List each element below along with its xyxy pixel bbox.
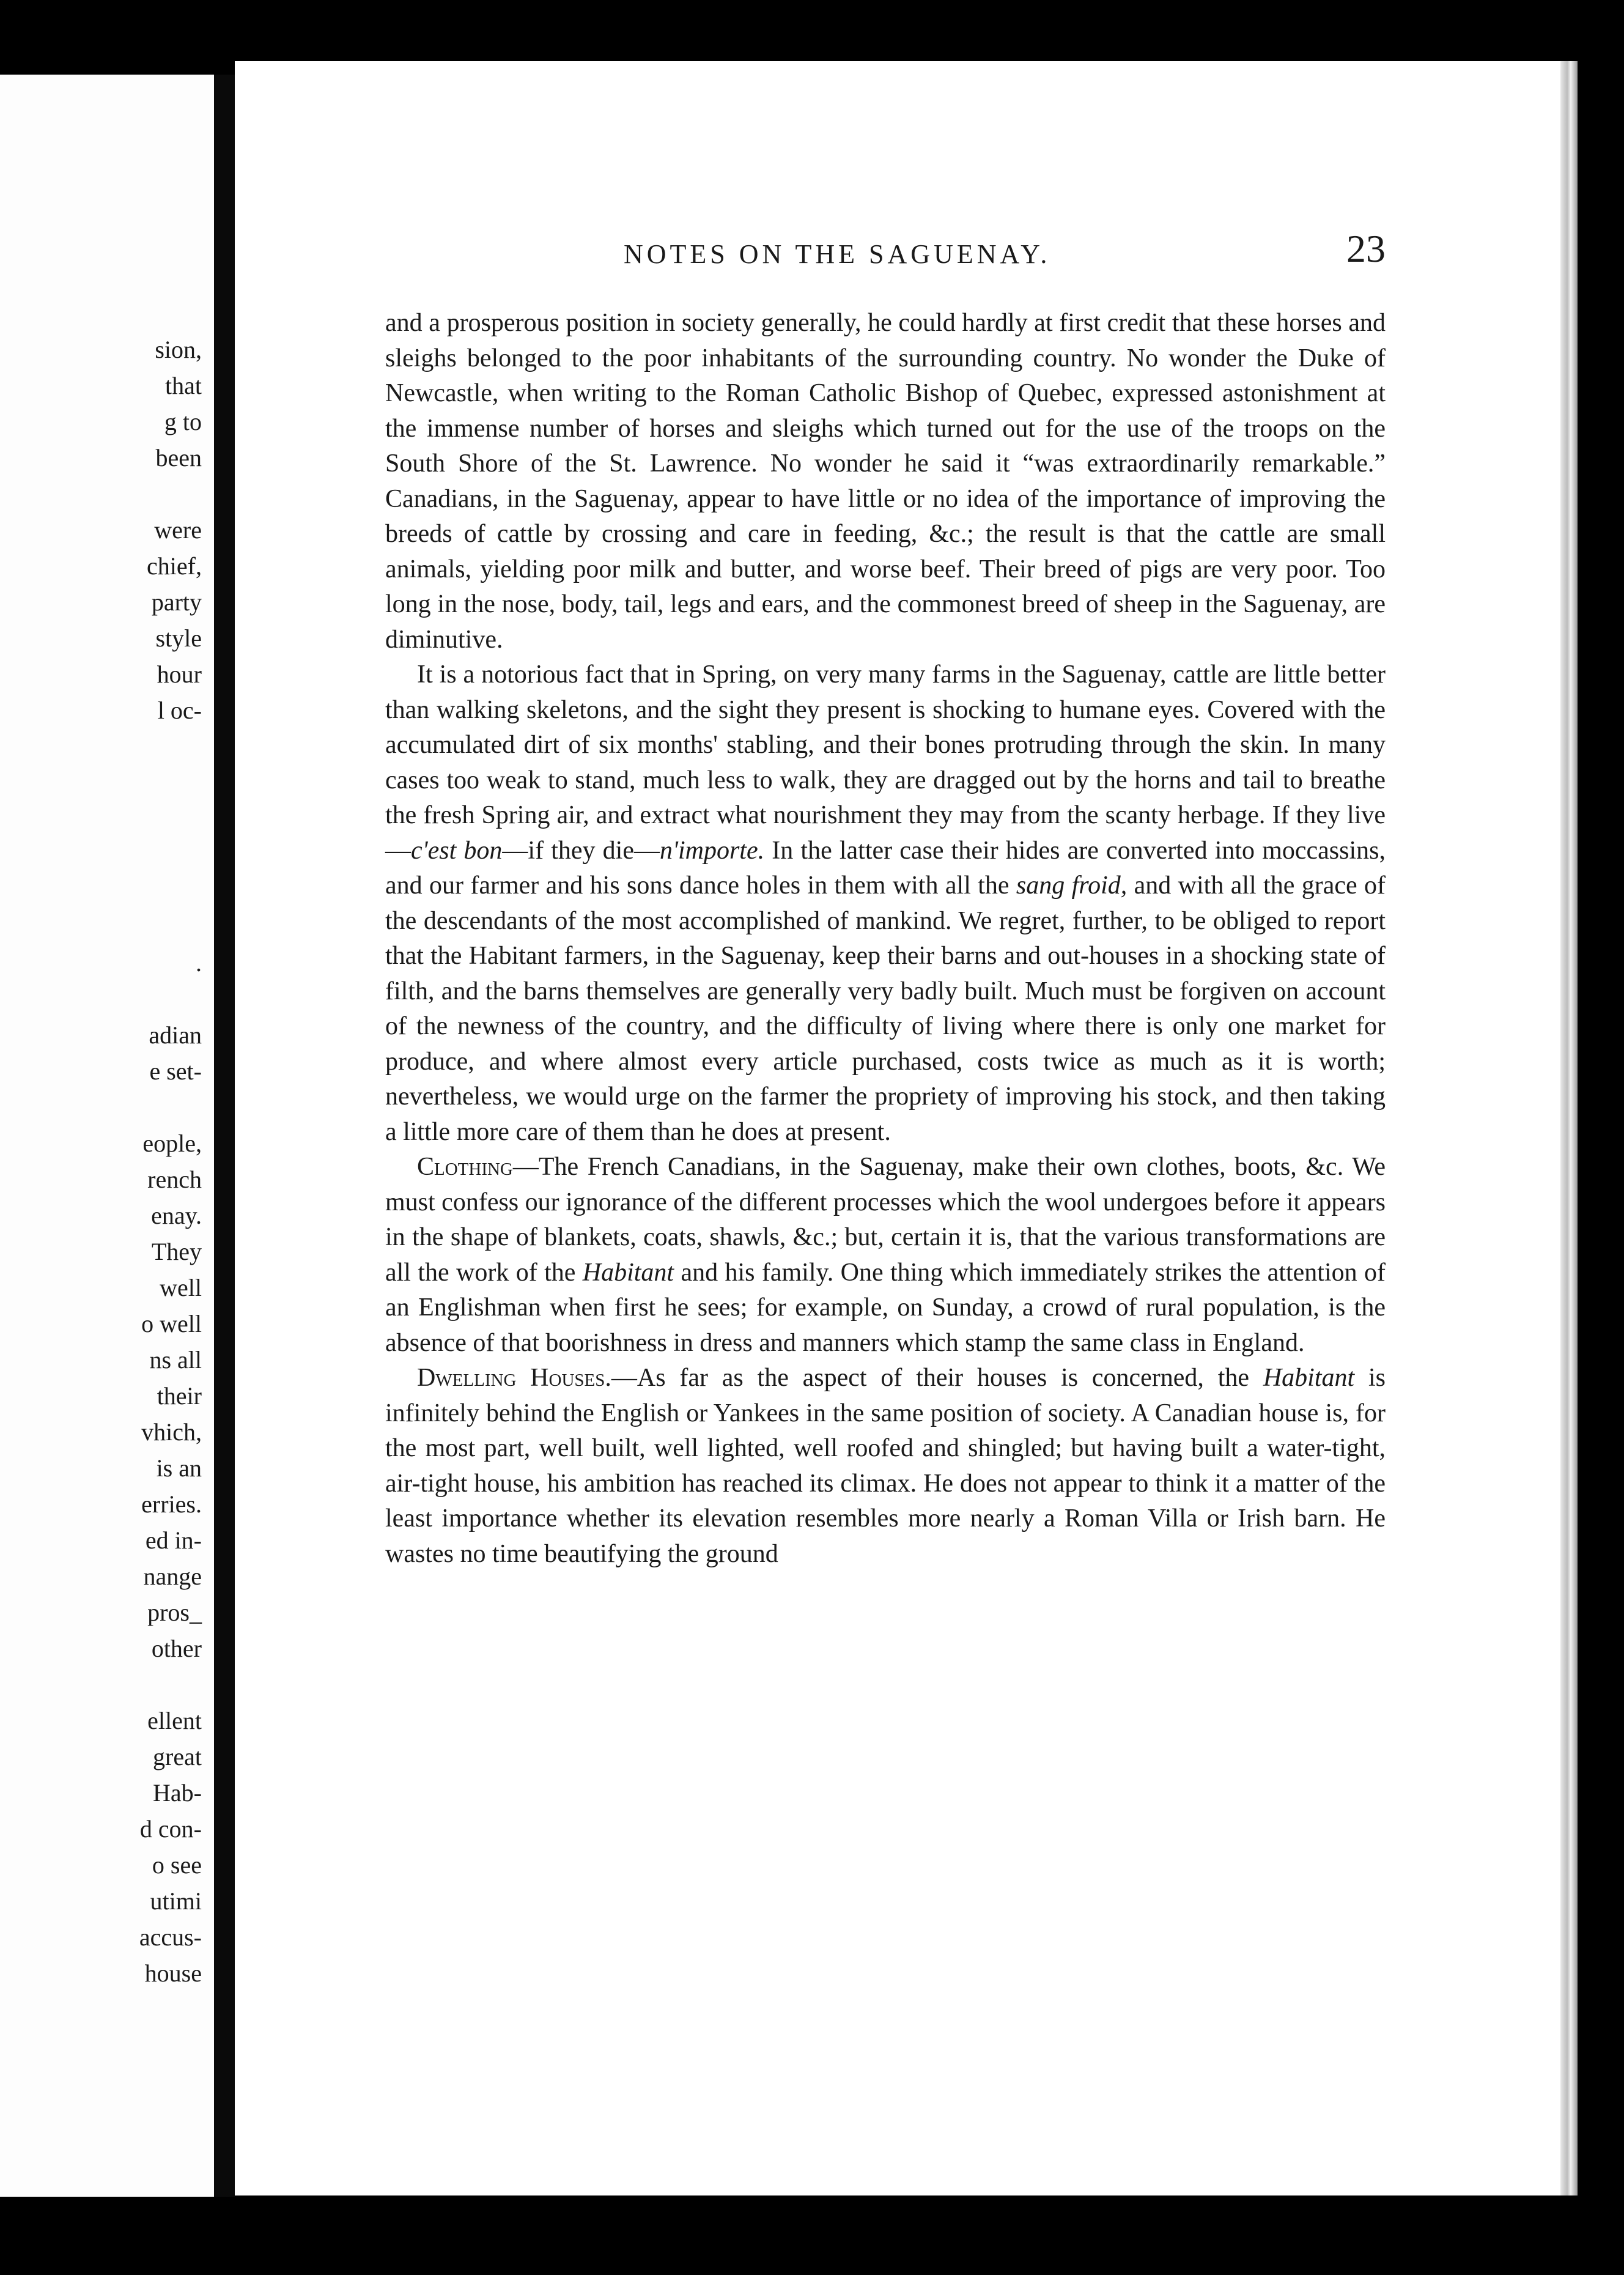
paragraph-text: is infinitely behind the English or Yankees in the same position of society. A Canadian house is, for the most part, well built, well lighted, well roofed and shingled; but having built a water-tight, air-tight house, his ambition has reached its climax. He does not appear to think it a matter of the least importance whether its elevation resembles more nearly a Roman Villa or Irish barn. He wastes no time beautifying the ground [385, 1364, 1386, 1568]
paragraph-text: and his family. One thing which immediately strikes the attention of an Englishman when first he sees; for example, on Sunday, a crowd of rural population, is the absence of that boorishness in dress and manners which stamp the same class in England. [385, 1258, 1386, 1357]
running-title: NOTES ON THE SAGUENAY. [624, 239, 1051, 269]
left-page-line: that [165, 372, 202, 399]
left-page-line: l oc- [157, 697, 202, 724]
left-page-line [139, 981, 202, 1017]
left-page-line [139, 764, 202, 801]
left-page-line [139, 837, 202, 873]
paragraph-cattle-in-spring [385, 657, 1386, 1150]
left-page-line: party [151, 588, 202, 616]
left-page-line: style [155, 624, 202, 652]
left-page-line [139, 728, 202, 764]
left-page-line: chief, [147, 552, 202, 580]
italic-phrase: n'importe. [659, 836, 765, 865]
left-page-line: well [160, 1274, 202, 1301]
paragraph-clothing [385, 1150, 1386, 1361]
left-page [0, 75, 214, 2197]
paragraph-text: In the latter case their hides are converted into moccassins, and our farmer and his sons dance holes in them with all the [385, 836, 1386, 900]
body-text [385, 306, 1386, 1572]
section-heading-dwelling-houses: Dwelling Houses. [417, 1364, 611, 1392]
left-page-line: other [151, 1635, 202, 1662]
paragraph-text: —if they die— [502, 836, 660, 865]
left-page-line [139, 909, 202, 945]
left-page-line: hour [157, 660, 202, 688]
paragraph-text: and with all the grace of the descendants of the most accomplished of mankind. We regret, further, to be obliged to report that the Habitant farmers, in the Saguenay, keep their barns and out-houses in a shocking state of filth, and the barns themselves are generally very badly built. Much must be forgiven on account of the newness of the country, and the difficulty of living where there is only one market for produce, and where almost every article purchased, costs twice as much as it is worth; nevertheless, we would urge on the farmer the propriety of improving his stock, and then taking a little more care of them than he does at present. [385, 871, 1386, 1146]
left-page-line: ellent [147, 1707, 202, 1734]
left-page-text-fragments [139, 331, 202, 1991]
left-page-line: adian [149, 1021, 202, 1049]
left-page-line: is an [156, 1454, 202, 1482]
left-page-line: Hab- [153, 1779, 202, 1807]
left-page-line: . [196, 949, 202, 977]
left-page-line: o see [152, 1851, 202, 1879]
left-page-line: eople, [142, 1130, 202, 1157]
left-page-line [139, 476, 202, 512]
italic-phrase: c'est bon [411, 836, 503, 865]
book-gutter [214, 75, 235, 2197]
paragraph-livestock-intro [385, 306, 1386, 657]
left-page-line: They [151, 1238, 202, 1265]
left-page-line: rench [147, 1166, 202, 1193]
left-page-line: erries. [141, 1490, 202, 1518]
left-page-line: e set- [149, 1057, 202, 1085]
italic-phrase: sang froid, [1016, 871, 1128, 900]
page-content [385, 226, 1386, 1572]
paragraph-text: and a prosperous position in society generally, he could hardly at first credit that these horses and sleighs belonged to the poor inhabitants of the surrounding country. No wonder the Duke of Newcastle, when writing to the Roman Catholic Bishop of Quebec, expressed astonishment at the immense number of horses and sleighs which turned out for the use of the troops on the South Shore of the St. Lawrence. No wonder he said it “was extraordinarily remarkable.” Canadians, in the Saguenay, appear to have little or no idea of the importance of improving the breeds of cattle by crossing and care in feeding, &c.; the result is that the cattle are small animals, yielding poor milk and butter, and worse beef. Their breed of pigs are very poor. Too long in the nose, body, tail, legs and ears, and the commonest breed of sheep in the Saguenay, are diminutive. [385, 309, 1386, 654]
left-page-line: d con- [139, 1815, 202, 1843]
section-heading-clothing: Clothing [417, 1153, 513, 1181]
paragraph-text: —As far as the aspect of their houses is concerned, the [611, 1364, 1263, 1392]
page-number: 23 [1346, 227, 1386, 270]
left-page-line [139, 1666, 202, 1703]
paragraph-text: It is a notorious fact that in Spring, on very many farms in the Saguenay, cattle are little better than walking skeletons, and the sight they present is shocking to humane eyes. Covered with the accumulated dirt of six months' stabling, and their bones protruding through the skin. In many cases too weak to stand, much less to walk, they are dragged out by the horns and tail to breathe the fresh Spring air, and extract what nourishment they may from the scanty herbage. If they live— [385, 660, 1386, 865]
running-head [385, 226, 1386, 281]
left-page-line: sion, [155, 336, 202, 363]
left-page-line: were [154, 516, 202, 544]
page-edge [1560, 61, 1578, 2195]
left-page-line: vhich, [141, 1418, 202, 1446]
left-page-line: g to [164, 408, 202, 435]
left-page-line: house [144, 1959, 202, 1987]
left-page-line: ns all [149, 1346, 202, 1374]
left-page-line: great [153, 1743, 202, 1770]
left-page-line: o well [141, 1310, 202, 1337]
left-page-line: their [157, 1382, 202, 1410]
left-page-line [139, 873, 202, 909]
left-page-line: utimi [150, 1887, 202, 1915]
left-page-line: nange [143, 1563, 202, 1590]
left-page-line [139, 1089, 202, 1125]
right-page [235, 61, 1560, 2195]
left-page-line: enay. [151, 1202, 202, 1229]
paragraph-text: —The French Canadians, in the Saguenay, make their own clothes, boots, &c. We must confess our ignorance of the different processes which the wool undergoes before it appears in the shape of blankets, coats, shawls, &c.; but, certain it is, that the various transformations are all the work of the [385, 1153, 1386, 1287]
left-page-line: accus- [139, 1923, 202, 1951]
left-page-line: been [155, 444, 202, 472]
italic-phrase: Habitant [582, 1258, 674, 1287]
left-page-line: pros_ [147, 1599, 202, 1626]
left-page-line [139, 801, 202, 837]
paragraph-dwelling-houses [385, 1361, 1386, 1572]
italic-phrase: Habitant [1263, 1364, 1355, 1392]
left-page-line: ed in- [145, 1526, 202, 1554]
